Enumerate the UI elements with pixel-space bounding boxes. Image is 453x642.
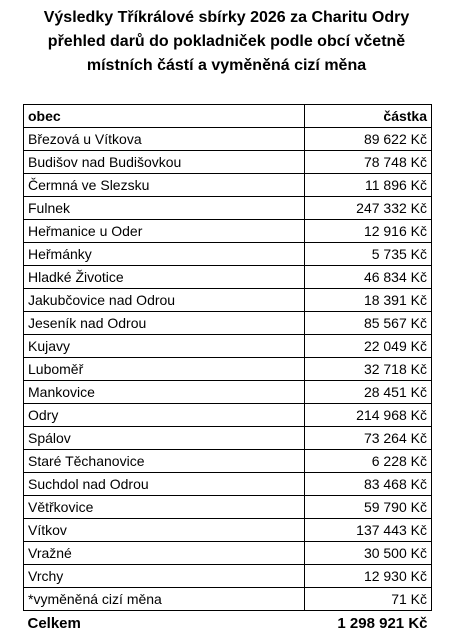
municipality-name: Heřmánky (24, 243, 305, 266)
municipality-name: Čermná ve Slezsku (24, 174, 305, 197)
donation-amount: 85 567 Kč (305, 312, 432, 335)
table-row (24, 542, 432, 565)
table-row (24, 404, 432, 427)
total-amount: 1 298 921 Kč (337, 615, 428, 632)
table-header-row (24, 105, 432, 128)
donation-amount: 28 451 Kč (305, 381, 432, 404)
municipality-name: Spálov (24, 427, 305, 450)
table-row (24, 358, 432, 381)
table-row (24, 243, 432, 266)
donation-amount: 73 264 Kč (305, 427, 432, 450)
municipality-name: Kujavy (24, 335, 305, 358)
municipality-name: Fulnek (24, 197, 305, 220)
donation-amount: 22 049 Kč (305, 335, 432, 358)
donation-amount: 83 468 Kč (305, 473, 432, 496)
donation-amount: 6 228 Kč (305, 450, 432, 473)
municipality-name: Březová u Vítkova (24, 128, 305, 151)
donations-table (23, 104, 432, 637)
table-row (24, 197, 432, 220)
table-row (24, 289, 432, 312)
donation-amount: 12 916 Kč (305, 220, 432, 243)
donation-amount: 46 834 Kč (305, 266, 432, 289)
header-amount: částka (305, 105, 432, 128)
donation-amount: 247 332 Kč (305, 197, 432, 220)
donation-amount: 11 896 Kč (305, 174, 432, 197)
table-row (24, 381, 432, 404)
title-line-2: přehled darů do pokladniček podle obcí včetně (47, 33, 406, 50)
table-row (24, 174, 432, 197)
municipality-name: Větřkovice (24, 496, 305, 519)
municipality-name: Vrchy (24, 565, 305, 588)
table-row (24, 588, 432, 611)
municipality-name: Odry (24, 404, 305, 427)
document-title (0, 6, 453, 78)
donation-amount: 18 391 Kč (305, 289, 432, 312)
municipality-name: Mankovice (24, 381, 305, 404)
donation-amount: 59 790 Kč (305, 496, 432, 519)
title-line-1: Výsledky Tříkrálové sbírky 2026 za Charitu Odry (43, 9, 410, 26)
total-label: Celkem (27, 615, 81, 632)
header-municipality: obec (24, 105, 305, 128)
donation-amount: 89 622 Kč (305, 128, 432, 151)
total-row (24, 611, 432, 638)
table-body (24, 128, 432, 611)
table-row (24, 473, 432, 496)
table-row (24, 128, 432, 151)
table-row (24, 312, 432, 335)
donation-amount: 78 748 Kč (305, 151, 432, 174)
municipality-name: Vítkov (24, 519, 305, 542)
donation-amount: 137 443 Kč (305, 519, 432, 542)
donation-amount: 30 500 Kč (305, 542, 432, 565)
table-row (24, 496, 432, 519)
donation-amount: 214 968 Kč (305, 404, 432, 427)
donation-amount: 12 930 Kč (305, 565, 432, 588)
donation-amount: 32 718 Kč (305, 358, 432, 381)
municipality-name: Heřmanice u Oder (24, 220, 305, 243)
table-row (24, 220, 432, 243)
table-row (24, 151, 432, 174)
table-row (24, 519, 432, 542)
municipality-name: Jakubčovice nad Odrou (24, 289, 305, 312)
municipality-name: Suchdol nad Odrou (24, 473, 305, 496)
table-row (24, 450, 432, 473)
municipality-name: Jeseník nad Odrou (24, 312, 305, 335)
table-row (24, 335, 432, 358)
municipality-name: Luboměř (24, 358, 305, 381)
municipality-name: *vyměněná cizí měna (24, 588, 305, 611)
donation-amount: 5 735 Kč (305, 243, 432, 266)
table-row (24, 565, 432, 588)
municipality-name: Hladké Životice (24, 266, 305, 289)
municipality-name: Budišov nad Budišovkou (24, 151, 305, 174)
donation-amount: 71 Kč (305, 588, 432, 611)
municipality-name: Vražné (24, 542, 305, 565)
municipality-name: Staré Těchanovice (24, 450, 305, 473)
table-row (24, 266, 432, 289)
table-row (24, 427, 432, 450)
title-line-3: místních částí a vyměněná cizí měna (86, 57, 367, 74)
